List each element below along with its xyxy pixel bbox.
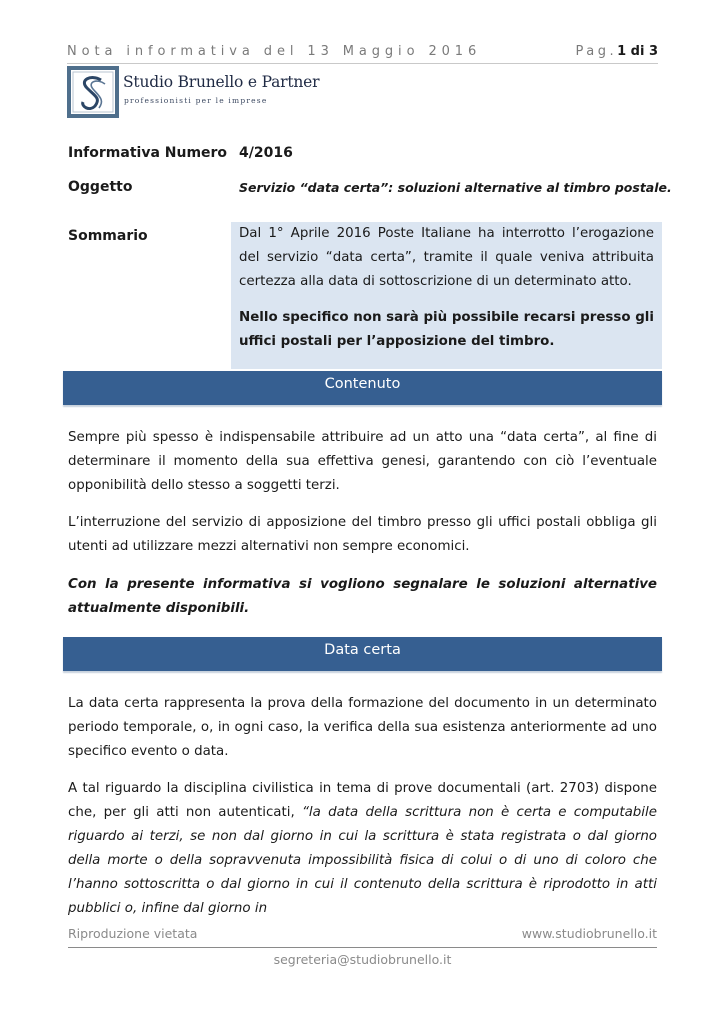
data-certa-paragraph-2 (68, 777, 657, 921)
summary-paragraph: Dal 1° Aprile 2016 Poste Italiane ha interrotto l’erogazione del servizio “data certa”, tramite il quale veniva attribuita certezza alla data di sottoscrizione di un determinato atto. (239, 226, 654, 289)
header-divider (67, 63, 658, 64)
contenuto-paragraph-2: L’interruzione del servizio di apposizione del timbro presso gli uffici postali obbliga gli utenti ad utilizzare mezzi alternativi non sempre economici. (68, 515, 657, 554)
logo-tagline: professionisti per le imprese (124, 96, 268, 105)
numero-value: 4/2016 (239, 145, 293, 161)
page-number: 1 di 3 (617, 44, 658, 59)
logo-company-name: Studio Brunello e Partner (123, 73, 320, 91)
header-title: Nota informativa del 13 Maggio 2016 (67, 44, 482, 59)
section-heading-contenuto: Contenuto (63, 371, 662, 405)
oggetto-value: Servizio “data certa”: soluzioni alternative al timbro postale. (239, 180, 672, 195)
footer-email-link[interactable]: segreteria@studiobrunello.it (273, 952, 452, 967)
page-prefix: Pag. (575, 44, 618, 59)
summary-box (231, 222, 662, 369)
footer-website-link[interactable]: www.studiobrunello.it (521, 926, 657, 941)
summary-highlight: Nello specifico non sarà più possibile recarsi presso gli uffici postali per l’apposizione del timbro. (239, 310, 654, 349)
page-header (67, 44, 658, 62)
sommario-label: Sommario (68, 228, 148, 244)
contenuto-paragraph-1: Sempre più spesso è indispensabile attribuire ad un atto una “data certa”, al fine di determinare il momento della sua effettiva genesi, garantendo con ciò l’eventuale opponibilità dello stesso a soggetti terzi. (68, 430, 657, 493)
data-certa-paragraph-2-lead: A tal riguardo la disciplina civilistica in tema di prove documentali (art. 2703) dispone che, per gli atti non autenticati, (68, 781, 657, 820)
oggetto-label: Oggetto (68, 179, 133, 195)
logo-monogram-icon (67, 66, 119, 118)
company-logo (67, 66, 327, 120)
footer-notice: Riproduzione vietata (68, 926, 198, 941)
data-certa-paragraph-1: La data certa rappresenta la prova della formazione del documento in un determinato periodo temporale, o, in ogni caso, la verifica della sua esistenza anteriormente ad uno specifico evento o data. (68, 696, 657, 759)
footer-divider (68, 947, 657, 948)
page-indicator (575, 44, 658, 59)
civil-code-quote: “la data della scrittura non è certa e computabile riguardo ai terzi, se non dal giorno in cui la scrittura è stata registrata o dal giorno della morte o della sopravvenuta impossibilità fisica di colui o di uno di coloro che l’hanno sottoscritta o dal giorno in cui il contenuto della scrittura è riprodotto in atti pubblici o, infine dal giorno in (68, 805, 657, 916)
section-heading-data-certa: Data certa (63, 637, 662, 671)
contenuto-paragraph-3: Con la presente informativa si vogliono segnalare le soluzioni alternative attualmente disponibili. (68, 577, 657, 616)
numero-label: Informativa Numero (68, 145, 228, 161)
